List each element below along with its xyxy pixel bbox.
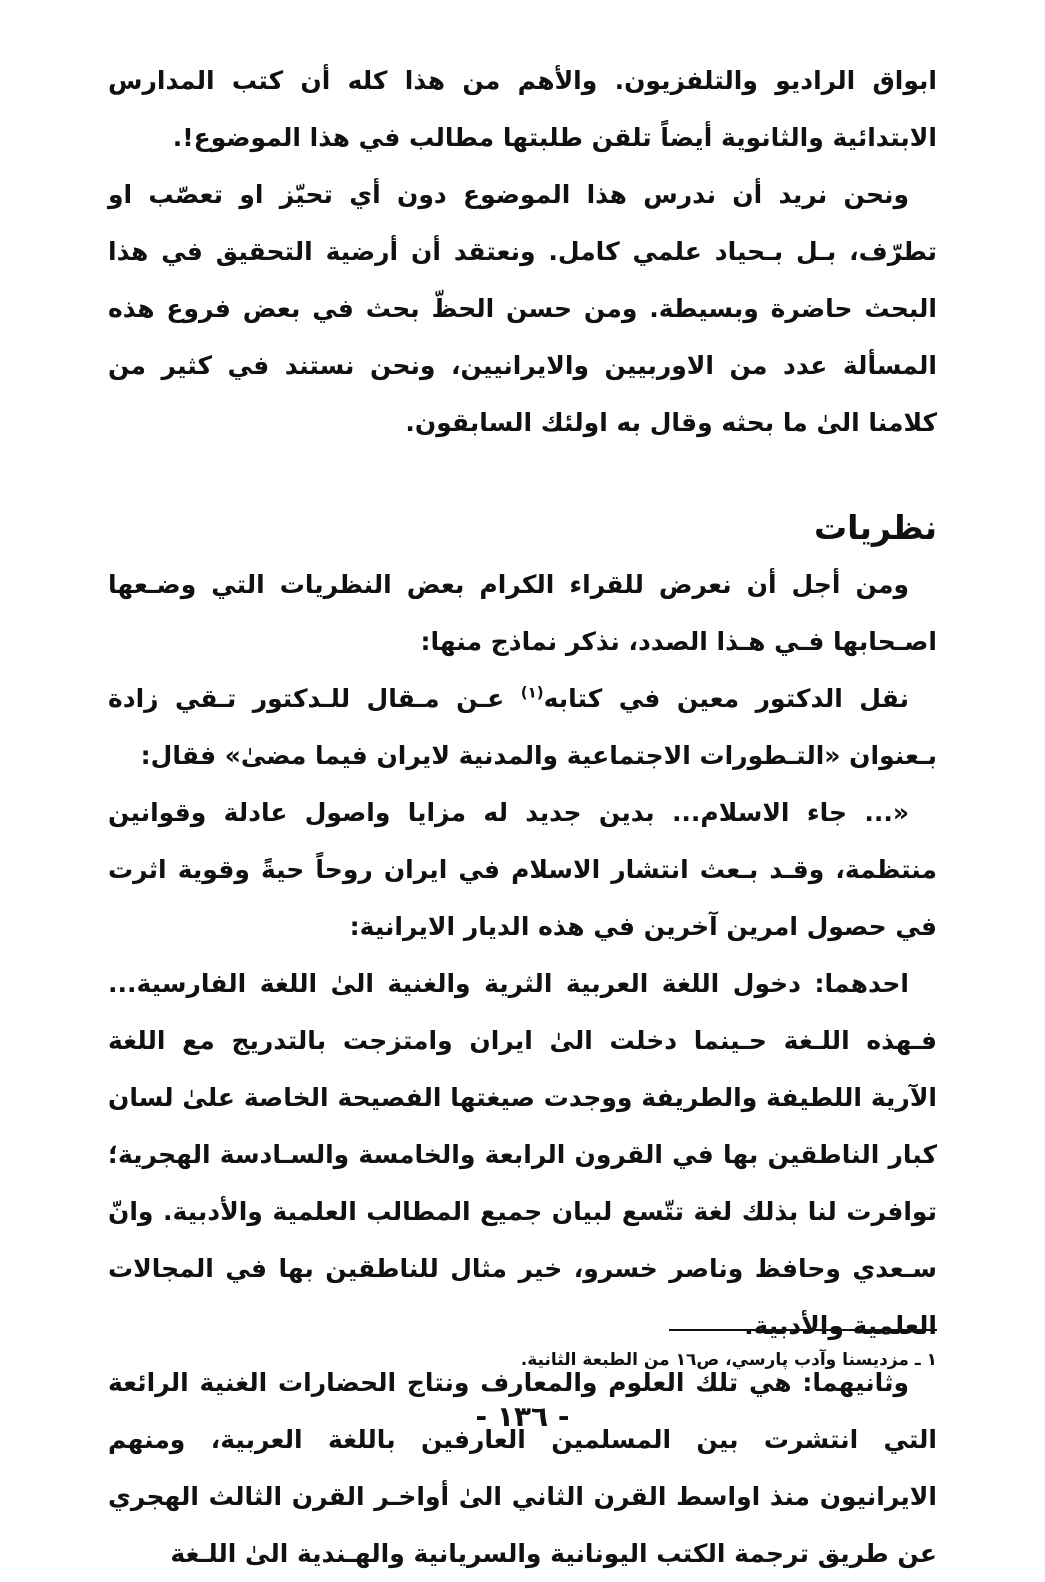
page-number: - ١٣٦ - xyxy=(475,1400,570,1433)
footnote-divider xyxy=(669,1329,937,1331)
paragraph-second-effect: وثانيهما: هي تلك العلوم والمعارف ونتاج الحضارات الغنية الرائعة التي انتشرت بين المسلمين العارفين باللغة العربية، ومنهم الايرانيون منذ اواسط القرن الثاني الىٰ أواخـر القرن الثالث الهجري عن طريق ترجمة الكتب اليونانية والسريانية والهـندية الىٰ اللـغة xyxy=(108,1368,937,1568)
paragraph-quote: «... جاء الاسلام... بدين جديد له مزايا واصول عادلة وقوانين منتظمة، وقـد بـعث انتشار الاسلام في ايران روحاً حيةً وقوية اثرت في حصول امرين آخرين في هذه الديار الايرانية: xyxy=(108,798,937,941)
paragraph-continuation: ابواق الراديو والتلفزيون. والأهم من هذا كله أن كتب المدارس الابتدائية والثانوية أيضاً تلقن طلبتها مطالب في هذا الموضوع!. xyxy=(108,66,937,152)
paragraph-first-effect: احدهما: دخول اللغة العربية الثرية والغنية الىٰ اللغة الفارسية... فـهذه اللـغة حـينما دخلت الىٰ ايران وامتزجت بالتدريج مع اللغة الآرية اللطيفة والطريفة ووجدت صيغتها الفصيحة الخاصة علىٰ لسان كبار الناطقين بها في القرون الرابعة والخامسة والسـادسة الهجرية؛ توافرت لنا بذلك لغة تتّسع لبيان جميع المطالب العلمية والأدبية. وانّ سـعدي وحافظ وناصر خسرو، خير مثال للناطقين بها في المجالات العلمية والأدبية. xyxy=(108,969,937,1340)
citation-after: عـن مـقال للـدكتور تـقي زادة بـعنوان «التـطورات الاجتماعية والمدنية لايران فيما مضىٰ» فقال: xyxy=(108,684,937,770)
paragraph-intro: ومن أجل أن نعرض للقراء الكرام بعض النظريات التي وضـعها اصـحابها فـي هـذا الصدد، نذكر نماذج منها: xyxy=(108,570,937,656)
paragraph-method: ونحن نريد أن ندرس هذا الموضوع دون أي تحيّز او تعصّب او تطرّف، بـل بـحياد علمي كامل. ونعتقد أن أرضية التحقيق في هذا البحث حاضرة وبسيطة. ومن حسن الحظّ بحث في بعض فروع هذه المسألة عدد من الاوربيين والايرانيين، ونحن نستند في كثير من كلامنا الىٰ ما بحثه وقال به اولئك السابقون. xyxy=(108,180,937,437)
footnote-reference[interactable]: (١) xyxy=(520,683,544,702)
paragraph-citation xyxy=(108,670,937,784)
footnote: ١ ـ مزديسنا وآدب پارسي، ص١٦ من الطبعة الثانية. xyxy=(520,1350,937,1370)
citation-before: نقل الدكتور معين في كتابه xyxy=(543,684,909,713)
section-heading: نظريات xyxy=(813,508,937,547)
